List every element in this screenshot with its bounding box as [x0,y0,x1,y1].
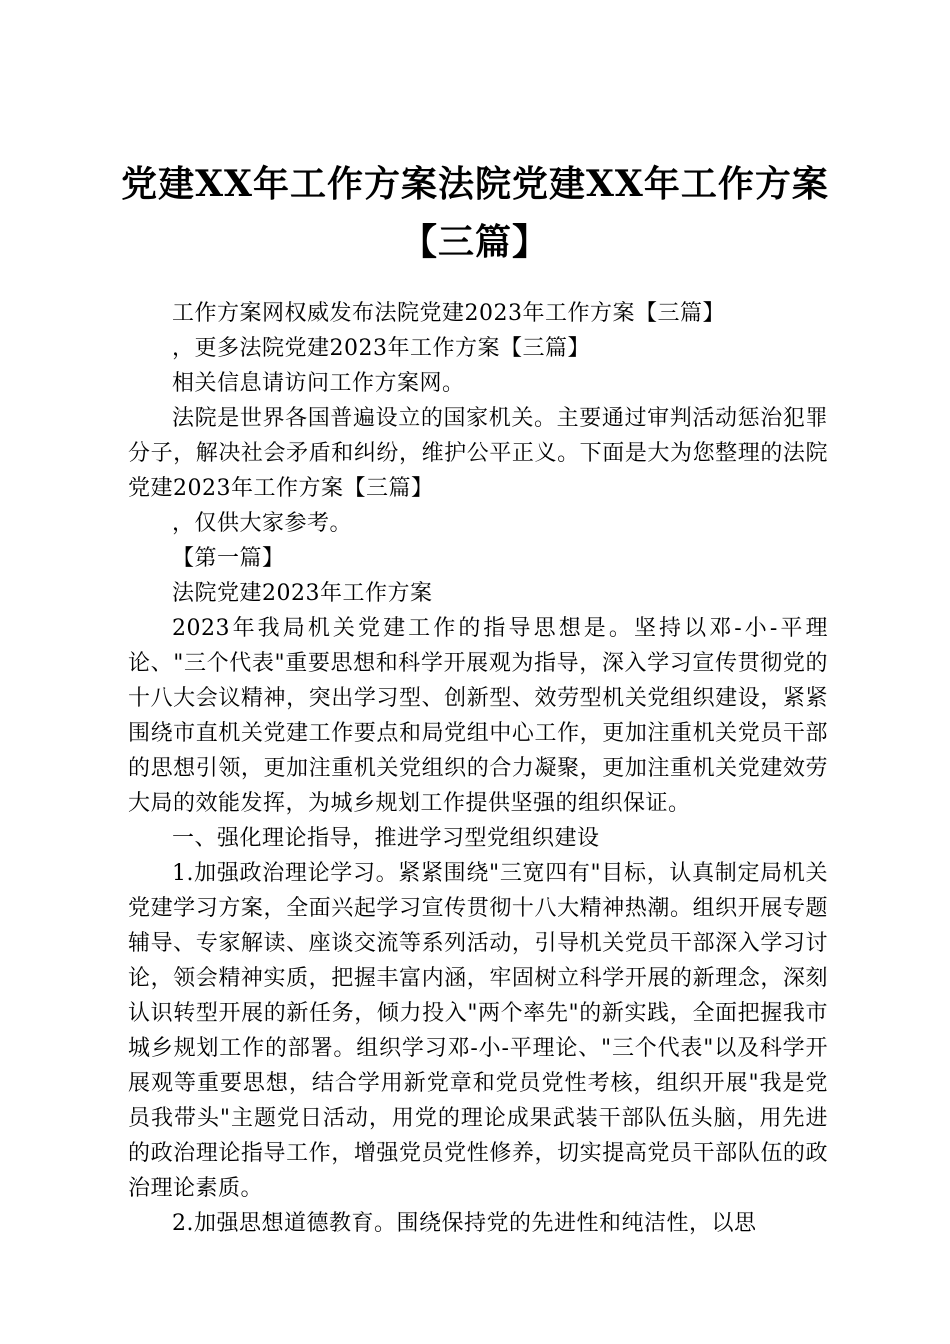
paragraph: 相关信息请访问工作方案网。 [172,371,465,396]
document-body [128,296,828,1241]
paragraph: 法院党建2023年工作方案 [172,581,433,606]
section-heading: 一、强化理论指导，推进学习型党组织建设 [172,826,600,851]
document-title-line2: 【三篇】 [400,221,549,263]
paragraph: ，更多法院党建2023年工作方案【三篇】 [172,336,590,361]
paragraph: 法院是世界各国普遍设立的国家机关。主要通过审判活动惩治犯罪分子，解决社会矛盾和纠纷，维护公平正义。下面是大为您整理的法院党建2023年工作方案【三篇】 [128,406,828,501]
section-heading: 【第一篇】 [172,546,285,571]
paragraph: 2.加强思想道德教育。围绕保持党的先进性和纯洁性，以思 [172,1211,757,1236]
paragraph: 工作方案网权威发布法院党建2023年工作方案【三篇】 [172,301,725,326]
document-title-line1: 党建XX年工作方案法院党建XX年工作方案 [121,163,829,205]
paragraph: ，仅供大家参考。 [172,511,353,536]
paragraph: 1.加强政治理论学习。紧紧围绕"三宽四有"目标，认真制定局机关党建学习方案，全面兴起学习宣传贯彻十八大精神热潮。组织开展专题辅导、专家解读、座谈交流等系列活动，引导机关党员干部深入学习讨论，领会精神实质，把握丰富内涵，牢固树立科学开展的新理念，深刻认识转型开展的新任务，倾力投入"两个率先"的新实践，全面把握我市城乡规划工作的部署。组织学习邓-小-平理论、"三个代表"以及科学开展观等重要思想，结合学用新党章和党员党性考核，组织开展"我是党员我带头"主题党日活动，用党的理论成果武装干部队伍头脑，用先进的政治理论指导工作，增强党员党性修养，切实提高党员干部队伍的政治理论素质。 [128,861,828,1201]
paragraph: 2023年我局机关党建工作的指导思想是。坚持以邓-小-平理论、"三个代表"重要思想和科学开展观为指导，深入学习宣传贯彻党的十八大会议精神，突出学习型、创新型、效劳型机关党组织建设，紧紧围绕市直机关党建工作要点和局党组中心工作，更加注重机关党员干部的思想引领，更加注重机关党组织的合力凝聚，更加注重机关党建效劳大局的效能发挥，为城乡规划工作提供坚强的组织保证。 [128,616,828,816]
